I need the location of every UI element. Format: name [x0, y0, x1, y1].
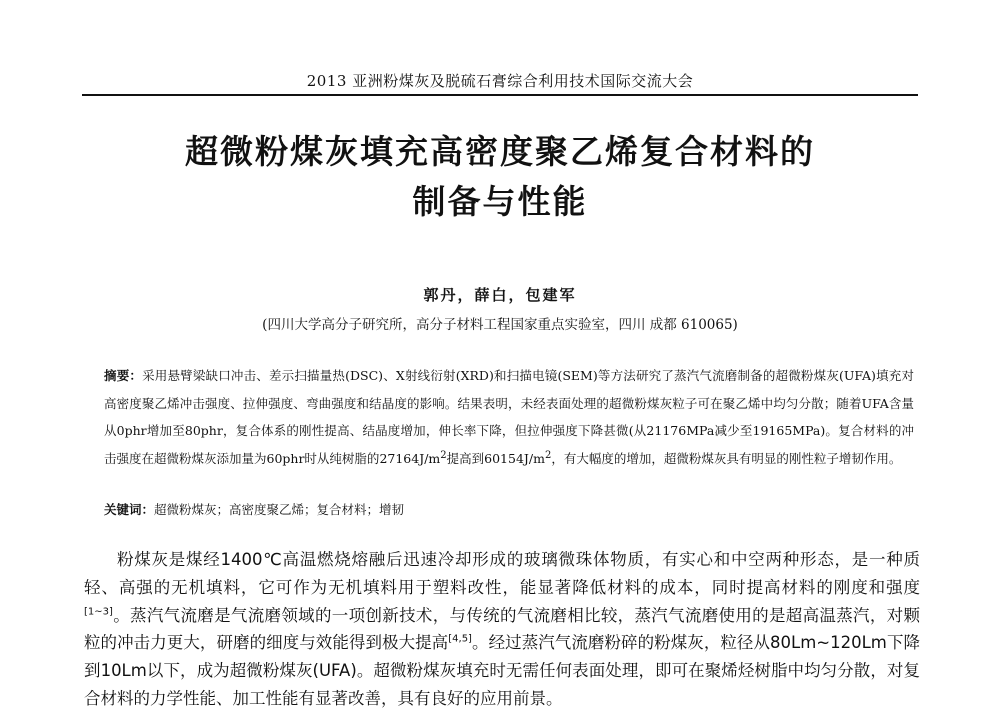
affiliation: (四川大学高分子研究所，高分子材料工程国家重点实验室，四川 成都 610065): [262, 317, 738, 333]
paper-title-line-1: 超微粉煤灰填充高密度聚乙烯复合材料的: [185, 132, 815, 171]
authors: 郭丹，薛白，包建军: [423, 286, 577, 304]
body-text: [84, 546, 920, 713]
running-header: 2013 亚洲粉煤灰及脱硫石膏综合利用技术国际交流大会: [306, 72, 694, 90]
body-text-part-2: 。蒸汽气流磨是气流磨领域的一项创新技术，与传统的气流磨相比较，蒸汽气流磨使用的是超高温蒸汽，对颗粒的冲击力更大，研磨的细度与效能得到极大提高: [84, 605, 920, 653]
keywords-label: 关键词：: [104, 502, 155, 517]
abstract-superscript-2: 2: [545, 449, 552, 461]
keywords-text: 超微粉煤灰；高密度聚乙烯；复合材料；增韧: [154, 502, 405, 517]
body-paragraph: [84, 546, 920, 713]
abstract: [104, 362, 914, 472]
abstract-text: 采用悬臂梁缺口冲击、差示扫描量热(DSC)、X射线衍射(XRD)和扫描电镜(SEM)等方法研究了蒸汽气流磨制备的超微粉煤灰(UFA)填充对高密度聚乙烯冲击强度、拉伸强度、弯曲强度和结晶度的影响。结果表明，未经表面处理的超微粉煤灰粒子可在聚乙烯中均匀分散；随着UFA含量从0phr增加至80phr，复合体系的刚性提高、结晶度增加，伸长率下降，但拉伸强度下降甚微(从21176MPa减少至19165MPa)。复合材料的冲击强度在超微粉煤灰添加量为60phr时从纯树脂的: [104, 368, 914, 466]
paper-title-line-2: 制备与性能: [412, 182, 588, 221]
body-text-part-3: 。经过蒸汽气流磨粉碎的粉煤灰，粒径从80Lm~120Lm下降到10Lm以下，成为超微粉煤灰(UFA)。超微粉煤灰填充时无需任何表面处理，即可在聚烯烃树脂中均匀分散，对复合材料的力学性能、加工性能有显著改善，具有良好的应用前景。: [84, 633, 920, 708]
header-rule: [82, 94, 918, 96]
abstract-energy-filled: 提高到60154J/m: [446, 450, 545, 466]
body-text-part-1: 粉煤灰是煤经1400℃高温燃烧熔融后迅速冷却形成的玻璃微珠体物质，有实心和中空两种形态，是一种质轻、高强的无机填料，它可作为无机填料用于塑料改性，能显著降低材料的成本，同时提高材料的刚度和强度: [84, 550, 920, 597]
citation-4-5: [4,5]: [448, 633, 472, 645]
keywords: [104, 496, 914, 523]
abstract-label: 摘要：: [104, 368, 143, 383]
abstract-superscript-1: 2: [440, 449, 447, 461]
abstract-energy-pure: 27164J/m: [379, 450, 441, 466]
citation-1-3: [1~3]: [84, 606, 113, 618]
abstract-conclusion: ，有大幅度的增加，超微粉煤灰具有明显的刚性粒子增韧作用。: [551, 450, 902, 466]
